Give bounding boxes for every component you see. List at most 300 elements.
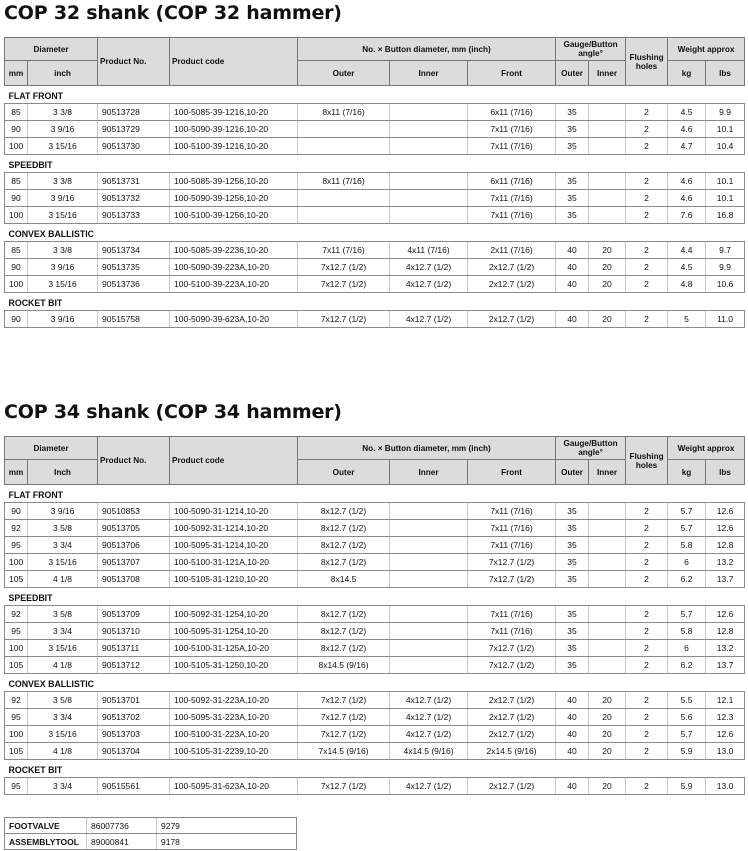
product-no-cell: 90513728 — [98, 104, 170, 121]
inch-cell: 3 5/8 — [28, 692, 98, 709]
gauge-outer-cell: 40 — [556, 726, 589, 743]
mm-cell: 95 — [5, 537, 28, 554]
gauge-outer-cell: 35 — [556, 640, 589, 657]
outer-cell: 7x12.7 (1/2) — [298, 726, 390, 743]
inch-cell: 3 9/16 — [28, 311, 98, 328]
front-cell: 2x14.5 (9/16) — [468, 743, 556, 760]
flushing-cell: 2 — [626, 778, 668, 795]
group-name: CONVEX BALLISTIC — [5, 224, 745, 242]
spacer-row — [5, 795, 297, 818]
inch-cell: 3 9/16 — [28, 121, 98, 138]
gauge-outer-cell: 40 — [556, 709, 589, 726]
gauge-outer-header: Outer — [556, 460, 589, 485]
table-row — [5, 692, 745, 709]
inner-cell — [390, 640, 468, 657]
group-row — [5, 86, 745, 104]
lbs-cell: 10.4 — [706, 138, 745, 155]
gauge-inner-cell: 20 — [589, 276, 626, 293]
table-row — [5, 276, 745, 293]
product-no-cell: 90513704 — [98, 743, 170, 760]
gauge-outer-cell: 40 — [556, 692, 589, 709]
inch-cell: 3 3/4 — [28, 709, 98, 726]
flushing-cell: 2 — [626, 571, 668, 588]
product-code-cell: 100-5095-31-223A,10-20 — [170, 709, 298, 726]
group-name: SPEEDBIT — [5, 588, 745, 606]
mm-header: mm — [5, 61, 28, 86]
table-row — [5, 207, 745, 224]
flushing-cell: 2 — [626, 104, 668, 121]
product-no-cell: 90513706 — [98, 537, 170, 554]
product-no-cell: 90513732 — [98, 190, 170, 207]
product-code-cell: 100-5095-31-1214,10-20 — [170, 537, 298, 554]
kg-cell: 6.2 — [668, 657, 706, 674]
product-code-cell: 100-5090-39-623A,10-20 — [170, 311, 298, 328]
gauge-inner-cell — [589, 104, 626, 121]
flushing-cell: 2 — [626, 276, 668, 293]
front-cell: 7x12.7 (1/2) — [468, 657, 556, 674]
table-row — [5, 778, 745, 795]
inch-cell: 3 15/16 — [28, 138, 98, 155]
front-cell: 7x11 (7/16) — [468, 121, 556, 138]
inch-cell: 3 3/8 — [28, 104, 98, 121]
inch-cell: 3 15/16 — [28, 276, 98, 293]
group-name: FLAT FRONT — [5, 86, 745, 104]
product-no-cell: 90515758 — [98, 311, 170, 328]
mm-cell: 92 — [5, 692, 28, 709]
product-no-cell: 90513730 — [98, 138, 170, 155]
kg-header: kg — [668, 61, 706, 86]
lbs-cell: 12.6 — [706, 520, 745, 537]
front-cell: 7x11 (7/16) — [468, 138, 556, 155]
outer-cell: 7x12.7 (1/2) — [298, 259, 390, 276]
lbs-cell: 9.9 — [706, 104, 745, 121]
kg-header: kg — [668, 460, 706, 485]
lbs-header: lbs — [706, 460, 745, 485]
outer-cell — [298, 207, 390, 224]
flushing-cell: 2 — [626, 657, 668, 674]
kg-cell: 5.7 — [668, 503, 706, 520]
header-row-top — [5, 437, 745, 460]
table-row — [5, 554, 745, 571]
product-code-cell: 100-5090-39-223A,10-20 — [170, 259, 298, 276]
mm-cell: 95 — [5, 623, 28, 640]
flushing-cell: 2 — [626, 606, 668, 623]
front-cell: 6x11 (7/16) — [468, 104, 556, 121]
flushing-cell: 2 — [626, 726, 668, 743]
product-no-cell: 90513733 — [98, 207, 170, 224]
product-no-cell: 90513709 — [98, 606, 170, 623]
product-code-cell: 100-5100-39-223A,10-20 — [170, 276, 298, 293]
inner-cell — [390, 606, 468, 623]
gauge-inner-cell: 20 — [589, 709, 626, 726]
inner-cell — [390, 503, 468, 520]
front-cell: 2x12.7 (1/2) — [468, 709, 556, 726]
lbs-cell: 9.9 — [706, 259, 745, 276]
product-no-cell: 90510853 — [98, 503, 170, 520]
product-code-cell: 100-5092-31-1214,10-20 — [170, 520, 298, 537]
group-row — [5, 588, 745, 606]
gauge-outer-cell: 35 — [556, 606, 589, 623]
lbs-cell: 12.8 — [706, 537, 745, 554]
gauge-outer-cell: 40 — [556, 743, 589, 760]
kg-cell: 5.9 — [668, 743, 706, 760]
product-no-cell: 90513707 — [98, 554, 170, 571]
outer-cell: 7x11 (7/16) — [298, 242, 390, 259]
gauge-inner-cell — [589, 207, 626, 224]
mm-cell: 85 — [5, 104, 28, 121]
group-name: ROCKET BIT — [5, 293, 745, 311]
inner-header: Inner — [390, 61, 468, 86]
product-no-cell: 90513708 — [98, 571, 170, 588]
lbs-cell: 13.7 — [706, 571, 745, 588]
front-cell: 6x11 (7/16) — [468, 173, 556, 190]
inch-cell: 3 3/4 — [28, 778, 98, 795]
gauge-inner-cell — [589, 554, 626, 571]
gauge-outer-cell: 35 — [556, 503, 589, 520]
product-code-cell: 100-5092-31-1254,10-20 — [170, 606, 298, 623]
mm-cell: 100 — [5, 726, 28, 743]
table-row — [5, 606, 745, 623]
outer-cell: 8x11 (7/16) — [298, 104, 390, 121]
inner-cell — [390, 104, 468, 121]
mm-cell: 92 — [5, 606, 28, 623]
buttons-header: No. × Button diameter, mm (inch) — [298, 38, 556, 61]
product-code-cell: 100-5085-39-1216,10-20 — [170, 104, 298, 121]
gauge-outer-cell: 35 — [556, 173, 589, 190]
accessory-name: FOOTVALVE — [5, 818, 87, 834]
inner-cell — [390, 138, 468, 155]
flushing-cell: 2 — [626, 207, 668, 224]
mm-cell: 100 — [5, 207, 28, 224]
gauge-inner-cell: 20 — [589, 259, 626, 276]
inner-cell — [390, 121, 468, 138]
outer-cell: 7x12.7 (1/2) — [298, 778, 390, 795]
front-cell: 7x12.7 (1/2) — [468, 571, 556, 588]
front-header: Front — [468, 460, 556, 485]
product-code-cell: 100-5100-39-1216,10-20 — [170, 138, 298, 155]
outer-cell: 7x14.5 (9/16) — [298, 743, 390, 760]
gauge-inner-cell — [589, 606, 626, 623]
inner-cell — [390, 657, 468, 674]
inch-cell: 4 1/8 — [28, 657, 98, 674]
gauge-inner-cell — [589, 537, 626, 554]
front-cell: 2x11 (7/16) — [468, 242, 556, 259]
mm-cell: 105 — [5, 657, 28, 674]
gauge-outer-cell: 40 — [556, 242, 589, 259]
gauge-inner-cell — [589, 657, 626, 674]
lbs-cell: 12.3 — [706, 709, 745, 726]
outer-cell: 7x12.7 (1/2) — [298, 276, 390, 293]
outer-cell: 8x14.5 — [298, 571, 390, 588]
group-row — [5, 485, 745, 503]
front-cell: 7x11 (7/16) — [468, 503, 556, 520]
product-no-cell: 90513735 — [98, 259, 170, 276]
outer-cell: 8x12.7 (1/2) — [298, 554, 390, 571]
accessories-table — [4, 794, 297, 850]
gauge-outer-cell: 40 — [556, 259, 589, 276]
table-row — [5, 121, 745, 138]
gauge-outer-cell: 35 — [556, 657, 589, 674]
kg-cell: 5.7 — [668, 606, 706, 623]
product-no-cell: 90515561 — [98, 778, 170, 795]
table-row — [5, 242, 745, 259]
lbs-cell: 10.1 — [706, 121, 745, 138]
section-title-cop34: COP 34 shank (COP 34 hammer) — [4, 401, 342, 423]
gauge-inner-cell — [589, 138, 626, 155]
gauge-angle-header: Gauge/Button angle° — [556, 38, 626, 61]
flushing-cell: 2 — [626, 692, 668, 709]
lbs-cell: 13.0 — [706, 778, 745, 795]
group-row — [5, 293, 745, 311]
inch-header: Inch — [28, 460, 98, 485]
table-row — [5, 138, 745, 155]
group-name: SPEEDBIT — [5, 155, 745, 173]
lbs-cell: 16.8 — [706, 207, 745, 224]
lbs-cell: 10.6 — [706, 276, 745, 293]
product-code-cell: 100-5092-31-223A,10-20 — [170, 692, 298, 709]
kg-cell: 7.6 — [668, 207, 706, 224]
outer-cell: 7x12.7 (1/2) — [298, 692, 390, 709]
kg-cell: 5.9 — [668, 778, 706, 795]
gauge-outer-cell: 35 — [556, 207, 589, 224]
product-no-cell: 90513702 — [98, 709, 170, 726]
flushing-cell: 2 — [626, 640, 668, 657]
product-no-cell: 90513736 — [98, 276, 170, 293]
inner-cell — [390, 520, 468, 537]
product-no-cell: 90513731 — [98, 173, 170, 190]
product-code-cell: 100-5085-39-2236,10-20 — [170, 242, 298, 259]
inch-cell: 4 1/8 — [28, 571, 98, 588]
front-cell: 2x12.7 (1/2) — [468, 692, 556, 709]
product-no-cell: 90513705 — [98, 520, 170, 537]
mm-cell: 85 — [5, 242, 28, 259]
product-no-header: Product No. — [98, 437, 170, 485]
table-row — [5, 726, 745, 743]
gauge-inner-cell: 20 — [589, 242, 626, 259]
product-no-cell: 90513729 — [98, 121, 170, 138]
table-row — [5, 104, 745, 121]
outer-cell: 8x11 (7/16) — [298, 173, 390, 190]
outer-cell — [298, 138, 390, 155]
table-row — [5, 640, 745, 657]
kg-cell: 4.5 — [668, 104, 706, 121]
lbs-cell: 12.6 — [706, 606, 745, 623]
product-code-cell: 100-5105-31-1250,10-20 — [170, 657, 298, 674]
inch-cell: 3 5/8 — [28, 520, 98, 537]
mm-cell: 92 — [5, 520, 28, 537]
inner-cell — [390, 173, 468, 190]
outer-cell: 8x12.7 (1/2) — [298, 623, 390, 640]
gauge-outer-header: Outer — [556, 61, 589, 86]
diameter-header: Diameter — [5, 437, 98, 460]
gauge-outer-cell: 35 — [556, 554, 589, 571]
flushing-cell: 2 — [626, 537, 668, 554]
spec-table-cop34 — [4, 436, 745, 795]
front-cell: 7x11 (7/16) — [468, 537, 556, 554]
inch-cell: 3 9/16 — [28, 503, 98, 520]
flushing-holes-header: Flushing holes — [626, 38, 668, 86]
gauge-inner-cell — [589, 571, 626, 588]
front-cell: 7x12.7 (1/2) — [468, 640, 556, 657]
weight-header: Weight approx — [668, 437, 745, 460]
inner-cell — [390, 190, 468, 207]
group-row — [5, 155, 745, 173]
product-code-cell: 100-5100-31-125A,10-20 — [170, 640, 298, 657]
table-row — [5, 571, 745, 588]
inch-header: inch — [28, 61, 98, 86]
inner-cell: 4x12.7 (1/2) — [390, 259, 468, 276]
buttons-header: No. × Button diameter, mm (inch) — [298, 437, 556, 460]
kg-cell: 5.7 — [668, 726, 706, 743]
header-row-top — [5, 38, 745, 61]
accessory-name: ASSEMBLYTOOL — [5, 834, 87, 850]
kg-cell: 4.6 — [668, 121, 706, 138]
gauge-outer-cell: 35 — [556, 121, 589, 138]
product-code-cell: 100-5090-39-1256,10-20 — [170, 190, 298, 207]
product-code-cell: 100-5100-31-223A,10-20 — [170, 726, 298, 743]
accessory-code: 9178 — [157, 834, 297, 850]
spec-table-cop32 — [4, 37, 745, 328]
inner-cell: 4x12.7 (1/2) — [390, 276, 468, 293]
flushing-cell: 2 — [626, 520, 668, 537]
kg-cell: 4.6 — [668, 173, 706, 190]
gauge-inner-cell — [589, 121, 626, 138]
lbs-cell: 10.1 — [706, 173, 745, 190]
kg-cell: 5.8 — [668, 623, 706, 640]
accessory-code: 9279 — [157, 818, 297, 834]
inner-cell — [390, 571, 468, 588]
product-code-cell: 100-5090-31-1214,10-20 — [170, 503, 298, 520]
accessory-product-no: 89000841 — [87, 834, 157, 850]
outer-header: Outer — [298, 61, 390, 86]
flushing-cell: 2 — [626, 190, 668, 207]
flushing-cell: 2 — [626, 503, 668, 520]
front-cell: 7x11 (7/16) — [468, 606, 556, 623]
flushing-cell: 2 — [626, 259, 668, 276]
table-row — [5, 520, 745, 537]
outer-header: Outer — [298, 460, 390, 485]
flushing-cell: 2 — [626, 743, 668, 760]
table-row — [5, 190, 745, 207]
inner-cell — [390, 554, 468, 571]
mm-cell: 90 — [5, 311, 28, 328]
table-row — [5, 623, 745, 640]
kg-cell: 6 — [668, 640, 706, 657]
outer-cell — [298, 190, 390, 207]
product-code-cell: 100-5105-31-1210,10-20 — [170, 571, 298, 588]
kg-cell: 4.5 — [668, 259, 706, 276]
accessory-row — [5, 834, 297, 850]
group-name: FLAT FRONT — [5, 485, 745, 503]
gauge-outer-cell: 35 — [556, 571, 589, 588]
product-no-cell: 90513711 — [98, 640, 170, 657]
table-row — [5, 311, 745, 328]
flushing-holes-header: Flushing holes — [626, 437, 668, 485]
lbs-header: lbs — [706, 61, 745, 86]
mm-cell: 85 — [5, 173, 28, 190]
lbs-cell: 13.7 — [706, 657, 745, 674]
gauge-outer-cell: 35 — [556, 537, 589, 554]
product-code-cell: 100-5085-39-1256,10-20 — [170, 173, 298, 190]
mm-cell: 100 — [5, 276, 28, 293]
outer-cell: 8x12.7 (1/2) — [298, 503, 390, 520]
product-code-cell: 100-5095-31-623A,10-20 — [170, 778, 298, 795]
inch-cell: 3 3/4 — [28, 537, 98, 554]
accessory-product-no: 86007736 — [87, 818, 157, 834]
accessory-row — [5, 818, 297, 834]
lbs-cell: 12.6 — [706, 503, 745, 520]
product-no-cell: 90513734 — [98, 242, 170, 259]
section-title-cop32: COP 32 shank (COP 32 hammer) — [4, 2, 342, 24]
gauge-inner-cell — [589, 503, 626, 520]
mm-cell: 90 — [5, 190, 28, 207]
group-row — [5, 674, 745, 692]
product-code-header: Product code — [170, 38, 298, 86]
mm-header: mm — [5, 460, 28, 485]
table-row — [5, 259, 745, 276]
flushing-cell: 2 — [626, 709, 668, 726]
kg-cell: 4.7 — [668, 138, 706, 155]
front-cell: 7x11 (7/16) — [468, 623, 556, 640]
front-cell: 7x11 (7/16) — [468, 207, 556, 224]
gauge-outer-cell: 35 — [556, 520, 589, 537]
mm-cell: 90 — [5, 121, 28, 138]
table-row — [5, 537, 745, 554]
inner-cell: 4x12.7 (1/2) — [390, 692, 468, 709]
front-cell: 2x12.7 (1/2) — [468, 259, 556, 276]
kg-cell: 6 — [668, 554, 706, 571]
product-code-header: Product code — [170, 437, 298, 485]
front-cell: 2x12.7 (1/2) — [468, 778, 556, 795]
inch-cell: 3 15/16 — [28, 207, 98, 224]
inner-header: Inner — [390, 460, 468, 485]
flushing-cell: 2 — [626, 121, 668, 138]
mm-cell: 95 — [5, 709, 28, 726]
outer-cell — [298, 121, 390, 138]
gauge-outer-cell: 35 — [556, 138, 589, 155]
gauge-angle-header: Gauge/Button angle° — [556, 437, 626, 460]
kg-cell: 5.7 — [668, 520, 706, 537]
product-no-header: Product No. — [98, 38, 170, 86]
inch-cell: 3 15/16 — [28, 640, 98, 657]
gauge-outer-cell: 35 — [556, 190, 589, 207]
gauge-inner-cell — [589, 190, 626, 207]
gauge-outer-cell: 40 — [556, 276, 589, 293]
inch-cell: 3 9/16 — [28, 259, 98, 276]
lbs-cell: 12.6 — [706, 726, 745, 743]
inch-cell: 3 15/16 — [28, 554, 98, 571]
inner-cell — [390, 537, 468, 554]
lbs-cell: 12.1 — [706, 692, 745, 709]
gauge-inner-cell: 20 — [589, 692, 626, 709]
kg-cell: 5 — [668, 311, 706, 328]
kg-cell: 5.6 — [668, 709, 706, 726]
flushing-cell: 2 — [626, 138, 668, 155]
product-no-cell: 90513710 — [98, 623, 170, 640]
group-name: CONVEX BALLISTIC — [5, 674, 745, 692]
inch-cell: 3 3/8 — [28, 173, 98, 190]
front-cell: 2x12.7 (1/2) — [468, 311, 556, 328]
gauge-inner-header: Inner — [589, 460, 626, 485]
diameter-header: Diameter — [5, 38, 98, 61]
table-row — [5, 709, 745, 726]
inch-cell: 3 15/16 — [28, 726, 98, 743]
kg-cell: 4.8 — [668, 276, 706, 293]
front-cell: 7x12.7 (1/2) — [468, 554, 556, 571]
flushing-cell: 2 — [626, 623, 668, 640]
lbs-cell: 11.0 — [706, 311, 745, 328]
table-row — [5, 657, 745, 674]
